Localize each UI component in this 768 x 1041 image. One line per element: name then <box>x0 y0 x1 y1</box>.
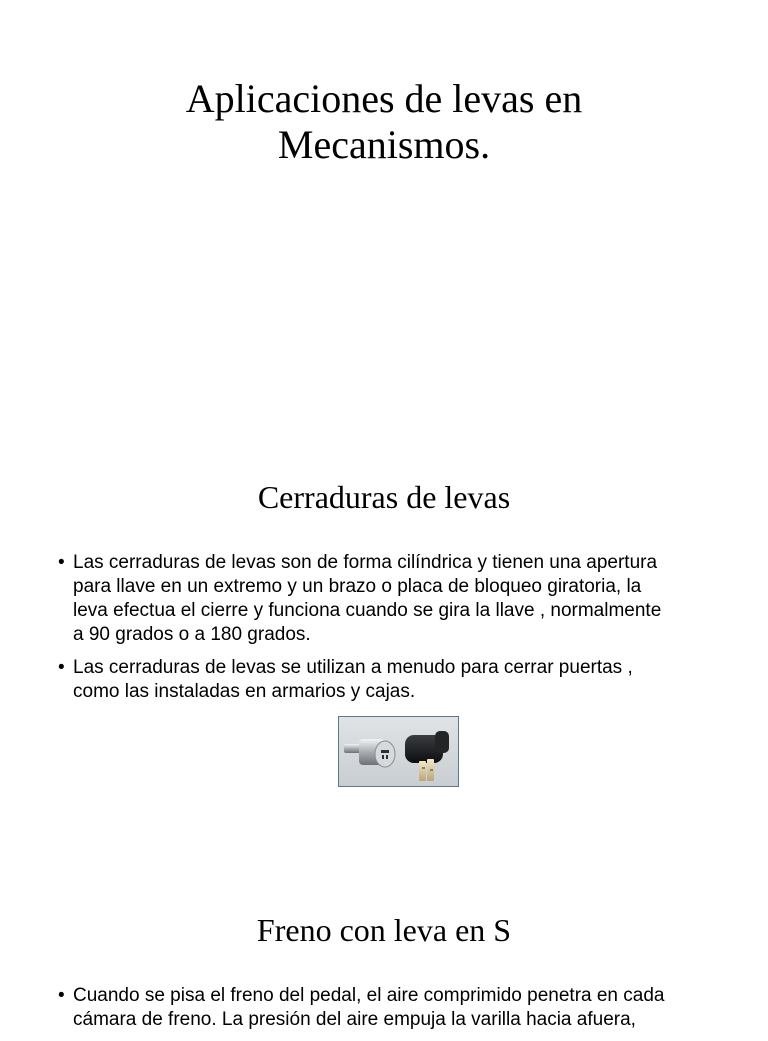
slide-2-title: Cerraduras de levas <box>257 479 511 515</box>
bullet-dot-icon: • <box>58 985 65 1006</box>
cam-lock-illustration <box>339 717 458 786</box>
bullet-line: Las cerraduras de levas son de forma cilíndrica y tienen una apertura <box>73 552 658 573</box>
bullet-line: Cuando se pisa el freno del pedal, el aire comprimido penetra en cada <box>73 985 665 1006</box>
slide-2-bullet-list <box>58 551 718 713</box>
keyhole-shape <box>381 750 389 753</box>
bullet-item <box>58 984 718 1032</box>
bullet-item <box>58 656 718 704</box>
bullet-line: Las cerraduras de levas se utilizan a menudo para cerrar puertas , <box>73 657 633 678</box>
slide-3-title: Freno con leva en S <box>256 912 512 948</box>
bullet-line: a 90 grados o a 180 grados. <box>73 624 311 645</box>
slide-1-title <box>0 76 768 168</box>
bullet-line: para llave en un extremo y un brazo o placa de bloqueo giratoria, la <box>73 576 642 597</box>
cam-lock-image <box>338 716 459 787</box>
lock-face-shape <box>375 741 395 767</box>
bullet-item <box>58 551 718 647</box>
slide-3-bullet-list <box>58 984 718 1041</box>
bullet-dot-icon: • <box>58 657 65 678</box>
slide-1-title-line-1: Aplicaciones de levas en <box>185 76 583 121</box>
bullet-dot-icon: • <box>58 552 65 573</box>
bullet-line: cámara de freno. La presión del aire empuja la varilla hacia afuera, <box>73 1009 636 1030</box>
key-blade-shape <box>419 761 426 781</box>
slide-1-title-line-2: Mecanismos. <box>277 122 491 167</box>
bullet-line: como las instaladas en armarios y cajas. <box>73 681 416 702</box>
bullet-line: leva efectua el cierre y funciona cuando se gira la llave , normalmente <box>73 600 662 621</box>
